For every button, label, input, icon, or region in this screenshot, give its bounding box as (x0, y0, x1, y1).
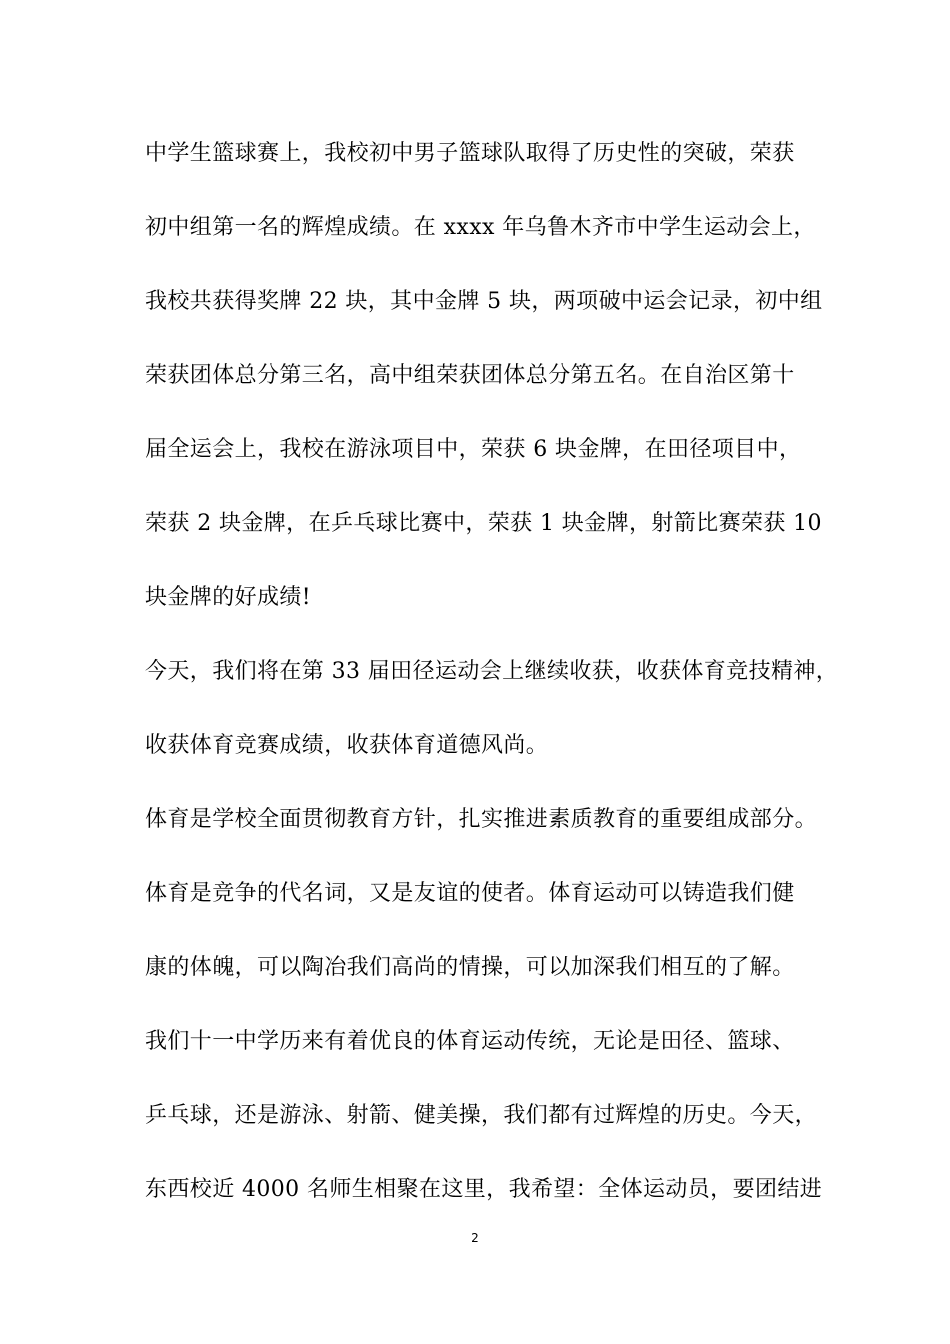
text-line: 收获体育竞赛成绩，收获体育道德风尚。 (145, 733, 549, 758)
text-line: 乒乓球，还是游泳、射箭、健美操，我们都有过辉煌的历史。今天， (145, 1103, 818, 1128)
text-line: 体育是竞争的代名词，又是友谊的使者。体育运动可以铸造我们健 (145, 881, 795, 906)
text-line: 今天，我们将在第 33 届田径运动会上继续收获，收获体育竞技精神， (145, 659, 839, 684)
text-line: 体育是学校全面贯彻教育方针，扎实推进素质教育的重要组成部分。 (145, 807, 818, 832)
text-line: 荣获 2 块金牌，在乒乓球比赛中，荣获 1 块金牌，射箭比赛荣获 10 (145, 511, 822, 536)
text-line: 荣获团体总分第三名，高中组荣获团体总分第五名。在自治区第十 (145, 363, 795, 388)
text-line: 我校共获得奖牌 22 块，其中金牌 5 块，两项破中运会记录，初中组 (145, 289, 823, 314)
text-line: 东西校近 4000 名师生相聚在这里，我希望：全体运动员，要团结进 (145, 1177, 823, 1202)
text-line: 中学生篮球赛上，我校初中男子篮球队取得了历史性的突破，荣获 (145, 141, 795, 166)
page-number: 2 (471, 1231, 479, 1245)
text-line: 块金牌的好成绩! (145, 585, 312, 610)
text-line: 我们十一中学历来有着优良的体育运动传统，无论是田径、篮球、 (145, 1029, 795, 1054)
text-line: 康的体魄，可以陶冶我们高尚的情操，可以加深我们相互的了解。 (145, 955, 795, 980)
text-line: 初中组第一名的辉煌成绩。在 xxxx 年乌鲁木齐市中学生运动会上， (145, 215, 816, 240)
text-line: 届全运会上，我校在游泳项目中，荣获 6 块金牌，在田径项目中， (145, 437, 802, 462)
